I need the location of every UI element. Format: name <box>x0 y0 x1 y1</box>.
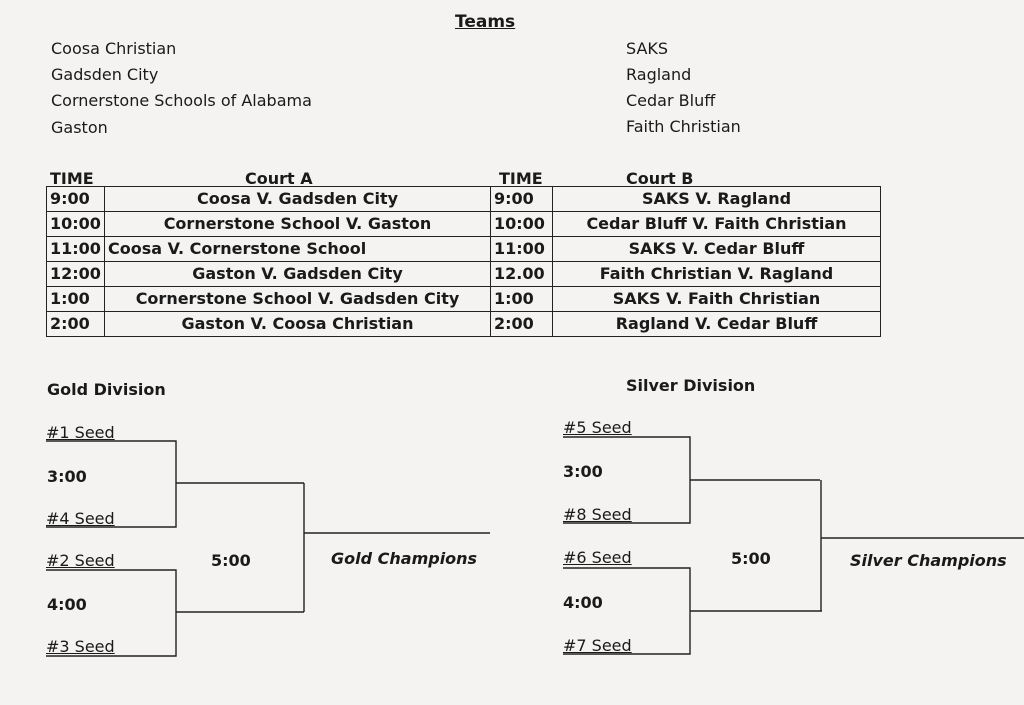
header-court-a: Court A <box>245 169 313 188</box>
silver-game-time: 4:00 <box>563 593 603 612</box>
game-cell: Ragland V. Cedar Bluff <box>553 312 881 337</box>
gold-seed: #2 Seed <box>46 551 115 570</box>
game-cell: Coosa V. Gadsden City <box>105 187 491 212</box>
time-cell: 12:00 <box>47 262 105 287</box>
gold-seed: #3 Seed <box>46 637 115 656</box>
team-name: SAKS <box>626 39 669 58</box>
team-name: Coosa Christian <box>51 39 177 58</box>
game-cell: SAKS V. Faith Christian <box>553 287 881 312</box>
game-cell: Gaston V. Coosa Christian <box>105 312 491 337</box>
silver-final-time: 5:00 <box>731 549 771 568</box>
gold-seed: #1 Seed <box>46 423 115 442</box>
gold-final-time: 5:00 <box>211 551 251 570</box>
game-cell: Faith Christian V. Ragland <box>553 262 881 287</box>
time-cell: 1:00 <box>491 287 553 312</box>
gold-seed: #4 Seed <box>46 509 115 528</box>
game-cell: Coosa V. Cornerstone School <box>105 237 491 262</box>
time-cell: 10:00 <box>47 212 105 237</box>
time-cell: 10:00 <box>491 212 553 237</box>
game-cell: SAKS V. Ragland <box>553 187 881 212</box>
team-name: Gaston <box>51 118 108 137</box>
game-cell: SAKS V. Cedar Bluff <box>553 237 881 262</box>
header-time-a: TIME <box>50 169 94 188</box>
time-cell: 1:00 <box>47 287 105 312</box>
silver-seed: #7 Seed <box>563 636 632 655</box>
time-cell: 2:00 <box>491 312 553 337</box>
team-name: Faith Christian <box>626 117 741 136</box>
teams-title: Teams <box>455 12 516 32</box>
gold-champions-label: Gold Champions <box>331 549 478 568</box>
silver-seed: #8 Seed <box>563 505 632 524</box>
header-court-b: Court B <box>626 169 694 188</box>
team-name: Gadsden City <box>51 65 159 84</box>
time-cell: 9:00 <box>47 187 105 212</box>
team-name: Cedar Bluff <box>626 91 716 110</box>
silver-champions-label: Silver Champions <box>850 551 1007 570</box>
game-cell: Cornerstone School V. Gadsden City <box>105 287 491 312</box>
time-cell: 12.00 <box>491 262 553 287</box>
gold-game-time: 4:00 <box>47 595 87 614</box>
gold-division-title: Gold Division <box>47 380 166 399</box>
silver-game-time: 3:00 <box>563 462 603 481</box>
team-name: Cornerstone Schools of Alabama <box>51 91 312 110</box>
time-cell: 2:00 <box>47 312 105 337</box>
time-cell: 11:00 <box>47 237 105 262</box>
header-time-b: TIME <box>499 169 543 188</box>
time-cell: 11:00 <box>491 237 553 262</box>
gold-game-time: 3:00 <box>47 467 87 486</box>
game-cell: Cedar Bluff V. Faith Christian <box>553 212 881 237</box>
silver-division-title: Silver Division <box>626 376 756 395</box>
team-name: Ragland <box>626 65 692 84</box>
silver-seed: #6 Seed <box>563 548 632 567</box>
game-cell: Gaston V. Gadsden City <box>105 262 491 287</box>
time-cell: 9:00 <box>491 187 553 212</box>
silver-seed: #5 Seed <box>563 418 632 437</box>
game-cell: Cornerstone School V. Gaston <box>105 212 491 237</box>
